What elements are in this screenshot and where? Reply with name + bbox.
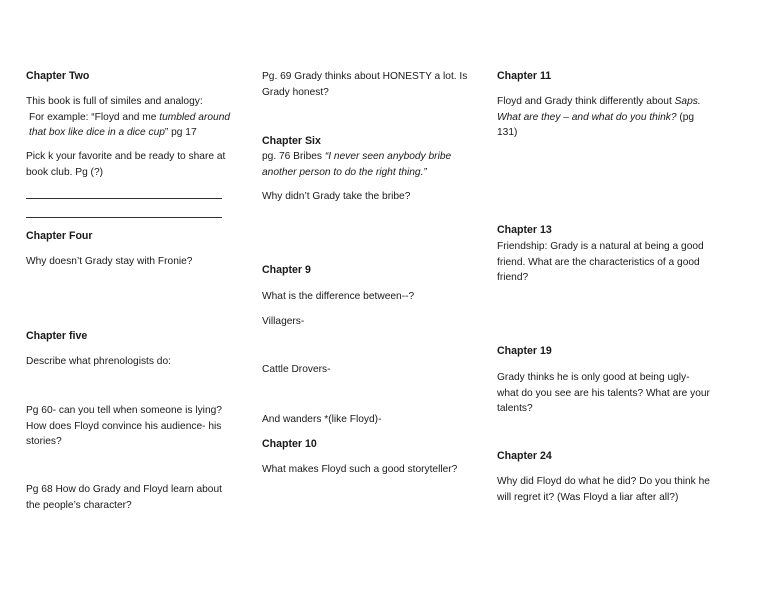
chapter-six-heading: Chapter Six xyxy=(262,135,321,147)
saps-italic: Saps. What are they – and what do you think? xyxy=(497,96,701,123)
chapter-10-question: What makes Floyd such a good storyteller? xyxy=(262,464,458,475)
chapter-11-heading: Chapter 11 xyxy=(497,70,552,82)
chapter-19-heading: Chapter 19 xyxy=(497,345,552,357)
chapter-24-question: Why did Floyd do what he did? Do you think he will regret it? (Was Floyd a liar after all?) xyxy=(497,476,710,503)
cattle-drovers-label: Cattle Drovers- xyxy=(262,364,331,375)
chapter-two-text xyxy=(26,94,236,141)
saps-suffix: (pg 131) xyxy=(497,111,695,138)
similes-intro: This book is full of similes and analogy: xyxy=(26,96,203,107)
wanders-label: And wanders *(like Floyd)- xyxy=(262,414,382,425)
example-quote: tumbled around that box like dice in a dice cup xyxy=(29,111,231,138)
chapter-10-heading: Chapter 10 xyxy=(262,438,317,450)
chapter-four-heading: Chapter Four xyxy=(26,230,93,242)
bribes-prefix: pg. 76 Bribes xyxy=(262,151,325,162)
pg60-question: Pg 60- can you tell when someone is lying? How does Floyd convince his audience- his stories? xyxy=(26,405,222,447)
chapter-13-heading: Chapter 13 xyxy=(497,224,552,236)
chapter-six-question: Why didn’t Grady take the bribe? xyxy=(262,191,411,202)
chapter-four-question: Why doesn’t Grady stay with Fronie? xyxy=(26,256,193,267)
pick-favorite-text: Pick k your favorite and be ready to share at book club. Pg (?) xyxy=(26,151,226,178)
bribes-quote: “I never seen anybody bribe another person to do the right thing.” xyxy=(262,151,452,178)
chapter-two-heading: Chapter Two xyxy=(26,70,90,82)
chapter-five-heading: Chapter five xyxy=(26,330,88,342)
chapter-24-heading: Chapter 24 xyxy=(497,450,552,462)
example-suffix: ” pg 17 xyxy=(164,127,197,138)
chapter-11-question xyxy=(497,94,712,141)
pg69-question: Pg. 69 Grady thinks about HONESTY a lot. Is Grady honest? xyxy=(262,71,468,98)
pg68-question: Pg 68 How do Grady and Floyd learn about the people’s character? xyxy=(26,484,222,511)
example-prefix: For example: “Floyd and me xyxy=(29,111,160,123)
answer-line-1 xyxy=(26,188,222,199)
chapter-13-question: Friendship: Grady is a natural at being a good friend. What are the characteristics of a good friend? xyxy=(497,241,704,283)
similes-example xyxy=(26,110,236,141)
chapter-five-question: Describe what phrenologists do: xyxy=(26,356,171,367)
chapter-19-question: Grady thinks he is only good at being ugly- what do you see are his talents? What are your talents? xyxy=(497,372,710,414)
villagers-label: Villagers- xyxy=(262,316,305,327)
chapter-9-heading: Chapter 9 xyxy=(262,264,311,276)
answer-line-2 xyxy=(26,207,222,218)
chapter-9-question: What is the difference between--? xyxy=(262,291,415,302)
chapter-six-bribes xyxy=(262,149,477,180)
saps-prefix: Floyd and Grady think differently about xyxy=(497,96,675,107)
answer-lines xyxy=(26,188,236,218)
